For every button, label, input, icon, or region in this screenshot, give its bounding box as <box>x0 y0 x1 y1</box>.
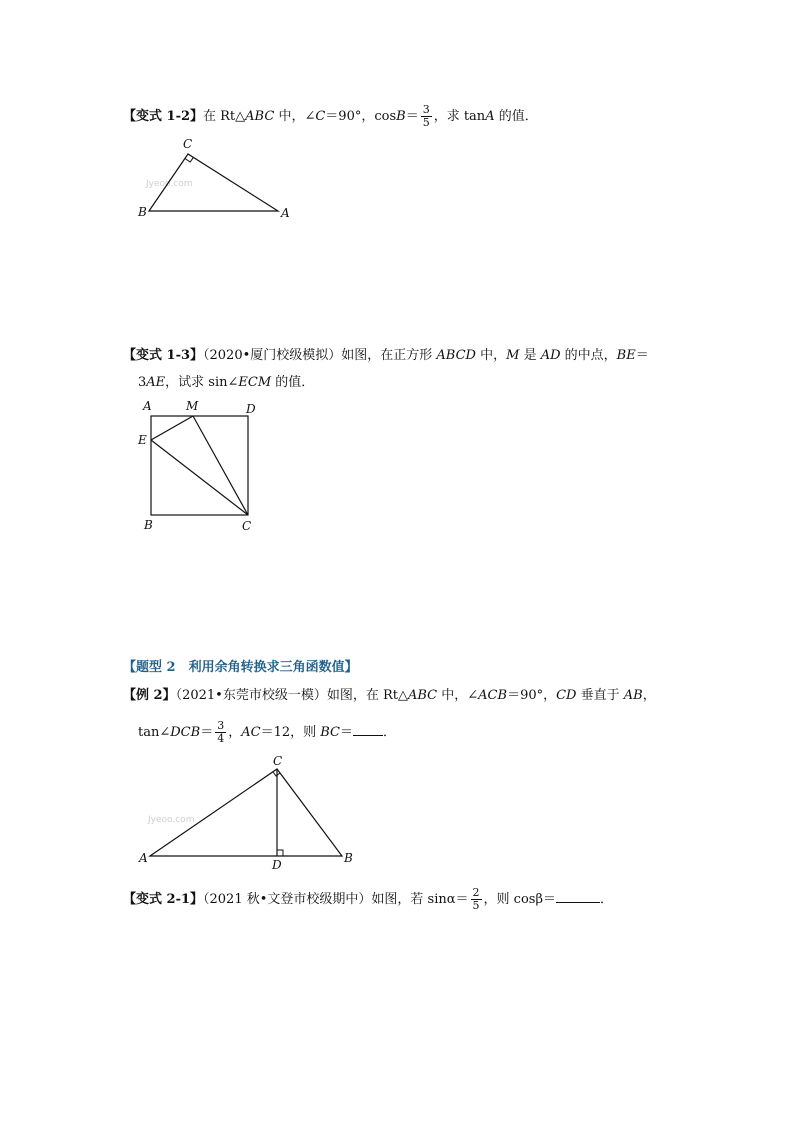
vertex-label-a: A <box>143 399 152 413</box>
fraction: $\frac{3}{4}$ <box>217 719 225 745</box>
problem-tag: 【变式 1-2】 <box>123 109 204 124</box>
vertex-label-b: B <box>138 205 147 219</box>
vertex-label-b: B <box>344 851 353 865</box>
vertex-label-a: A <box>139 851 148 865</box>
problem-2-1-text: 【变式 2-1】（2021 秋•文登市校级期中）如图，若 sinα＝ $\frac{2}{5}$ ，则 cosβ＝ ． <box>123 886 613 912</box>
vertex-label-c: C <box>183 137 193 151</box>
problem-tag: 【变式 1-3】 <box>123 348 204 363</box>
problem-1-3-line-2: 3AE，试求 sin∠ECM 的值． <box>138 375 315 390</box>
answer-blank <box>353 721 383 736</box>
vertex-label-c: C <box>242 519 252 533</box>
vertex-label-d: D <box>272 858 282 872</box>
problem-tag: 【例 2】 <box>123 688 176 703</box>
section-heading: 【题型 2 利用余角转换求三角函数值】 <box>123 660 358 675</box>
example-2-line-2: tan∠DCB＝ $\frac{3}{4}$ ，AC＝12，则 BC＝ ． <box>138 719 397 745</box>
square-figure-1-3 <box>135 396 265 536</box>
vertex-label-b: B <box>144 518 153 532</box>
problem-1-3-line-1: 【变式 1-3】（2020•厦门校级模拟）如图，在正方形 ABCD 中，M 是 AD 的中点，BE＝ <box>123 348 649 363</box>
problem-tag: 【变式 2-1】 <box>123 892 204 907</box>
vertex-label-e: E <box>138 433 147 447</box>
triangle-figure-1-2 <box>130 130 300 225</box>
fraction: $\frac{2}{5}$ <box>472 886 480 912</box>
fraction: $\frac{3}{5}$ <box>422 103 430 129</box>
example-2-line-1: 【例 2】（2021•东莞市校级一模）如图，在 Rt△ABC 中，∠ACB＝90°，CD 垂直于 AB， <box>123 688 656 703</box>
triangle-figure-example-2 <box>130 748 370 873</box>
problem-1-2-text: 【变式 1-2】在 Rt△ABC 中，∠C＝90°，cosB＝ $\frac{3}{5}$ ，求 tanA 的值． <box>123 103 538 129</box>
answer-blank <box>556 888 600 903</box>
watermark: Jyeoo.com <box>148 815 195 825</box>
vertex-label-a: A <box>281 206 290 220</box>
vertex-label-m: M <box>186 399 199 413</box>
vertex-label-c: C <box>273 754 283 768</box>
vertex-label-d: D <box>246 402 256 416</box>
watermark: Jyeoo.com <box>146 179 193 189</box>
